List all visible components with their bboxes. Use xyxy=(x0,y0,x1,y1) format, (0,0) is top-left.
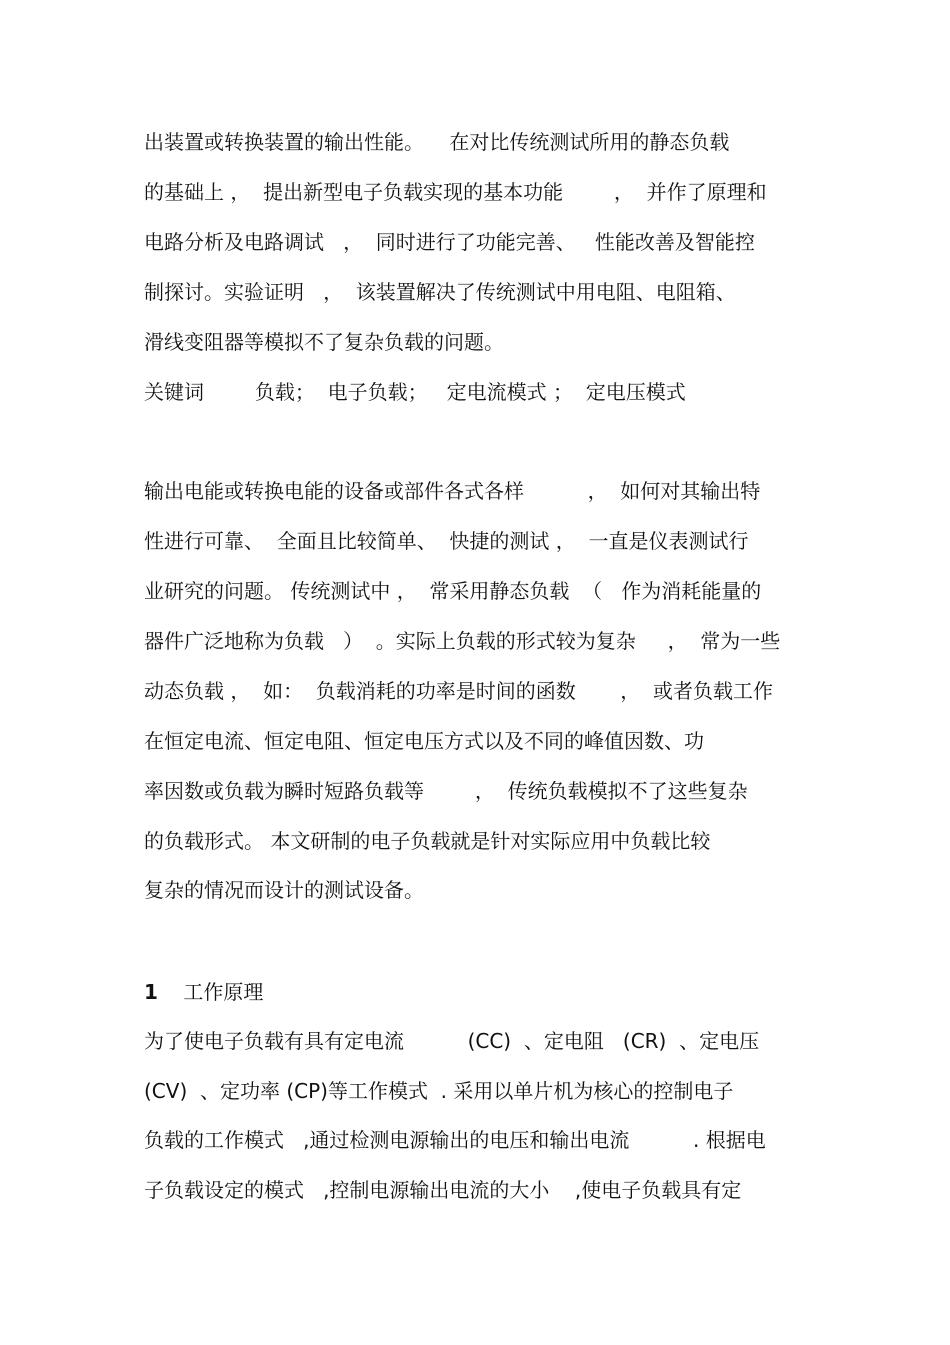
intro-line: 在恒定电流、恒定电阻、恒定电压方式以及不同的峰值因数、功 xyxy=(144,729,704,753)
section-body-line: 子负载设定的模式 ,控制电源输出电流的大小 ,使电子负载具有定 xyxy=(144,1178,742,1202)
section-title: 工作原理 xyxy=(183,980,264,1004)
abstract-line: 电路分析及电路调试 ， 同时进行了功能完善、 性能改善及智能控 xyxy=(144,230,755,254)
section-number: 1 xyxy=(144,980,158,1004)
intro-line: 业研究的问题。 传统测试中 ， 常采用静态负载 （ 作为消耗能量的 xyxy=(144,579,762,603)
section-heading xyxy=(144,979,263,1005)
abstract-line: 出装置或转换装置的输出性能。 在对比传统测试所用的静态负载 xyxy=(144,130,730,154)
intro-line: 复杂的情况而设计的测试设备。 xyxy=(144,878,424,902)
intro-line: 输出电能或转换电能的设备或部件各式各样 ， 如何对其输出特 xyxy=(144,479,761,503)
abstract-line: 滑线变阻器等模拟不了复杂负载的问题。 xyxy=(144,330,504,354)
intro-line: 动态负载 ， 如： 负载消耗的功率是时间的函数 ， 或者负载工作 xyxy=(144,679,774,703)
keywords-line: 关键词 负载； 电子负载； 定电流模式 ； 定电压模式 xyxy=(144,380,686,404)
intro-line: 性进行可靠、 全面且比较简单、 快捷的测试 ， 一直是仪表测试行 xyxy=(144,529,749,553)
intro-line: 的负载形式。 本文研制的电子负载就是针对实际应用中负载比较 xyxy=(144,829,711,853)
abstract-line: 制探讨。实验证明 ， 该装置解决了传统测试中用电阻、电阻箱、 xyxy=(144,280,736,304)
section-body-line: 负载的工作模式 ,通过检测电源输出的电压和输出电流 . 根据电 xyxy=(144,1128,766,1152)
intro-line: 率因数或负载为瞬时短路负载等 ， 传统负载模拟不了这些复杂 xyxy=(144,779,748,803)
section-body-line: 为了使电子负载有具有定电流 (CC) 、定电阻 (CR) 、定电压 xyxy=(144,1029,760,1053)
abstract-line: 的基础上 ， 提出新型电子负载实现的基本功能 ， 并作了原理和 xyxy=(144,180,767,204)
intro-line: 器件广泛地称为负载 ） 。实际上负载的形式较为复杂 ， 常为一些 xyxy=(144,629,781,653)
section-body-line: (CV) 、定功率 (CP)等工作模式 . 采用以单片机为核心的控制电子 xyxy=(144,1079,734,1103)
